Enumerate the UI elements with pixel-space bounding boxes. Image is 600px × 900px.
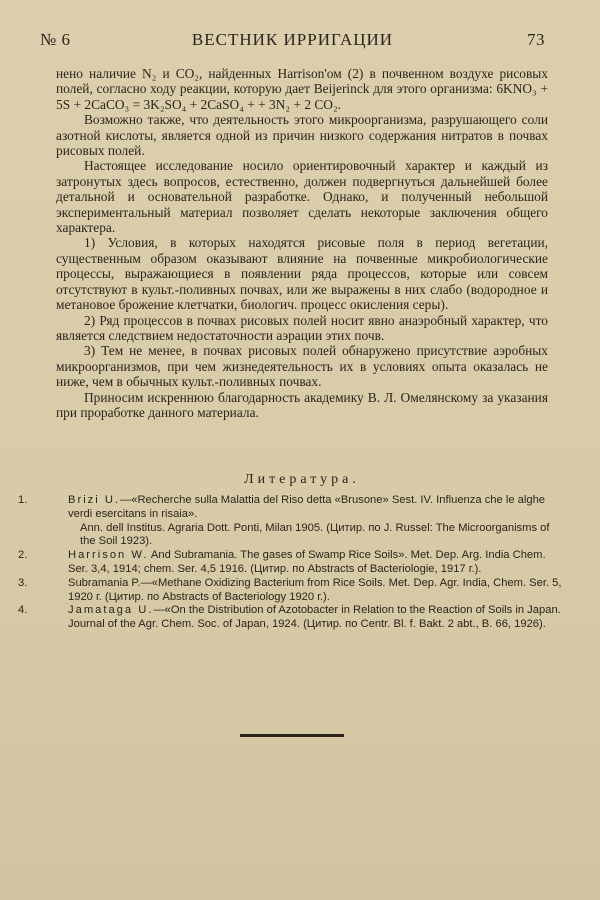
reference-number: 1. — [18, 494, 28, 506]
paragraph-reaction: нено наличие N₂ и CO₂, найденных Harrison'ом (2) в почвенном воздухе рисовых полей, согласно ходу реакции, которую дает Beijerinck для этого организма: 6KNO₃ + 5S + 2CaCO₃ = 3K₂SO₄ + 2CaSO₄ + + 3N₂ + 2 CO₂. — [56, 66, 548, 112]
reference-text: —«Methane Oxidizing Bacterium from Rice Soils. Met. Dep. Agr. India, Chem. Ser. 5, 1920 г. (Цитир. по Abstracts of Bacteriology 1920 г.). — [68, 576, 562, 603]
reference-continuation: Ann. dell Institus. Agraria Dott. Ponti, Milan 1905. (Цитир. по J. Russel: The Microorganisms of the Soil 1923). — [80, 521, 550, 548]
page-header — [40, 30, 545, 52]
conclusion-3: 3) Тем не менее, в почвах рисовых полей обнаружено присутствие аэробных микроорганизмов, при чем жизнедеятельность их в условиях опыта оказалась не ниже, чем в обычных культ.-поливных почвах. — [56, 343, 548, 390]
reference-author: Brizi U. — [68, 494, 121, 506]
reference-number: 2. — [18, 549, 28, 562]
reference-number: 3. — [18, 576, 28, 589]
paragraph-study: Настоящее исследование носило ориентировочный характер и каждый из затронутых здесь вопросов, естественно, должен подвергнуться дальнейшей более детальной и основательной разработке. Однако, и полученный небольшой экспериментальный материал позволяет сделать некоторые заключения общего характера. — [56, 158, 548, 236]
reference-text: —«Recherche sulla Malattia del Riso detta «Brusone» Sest. IV. Influenza che le alghe verdi esercitans in risaia». — [68, 494, 546, 520]
reference-author: Subramania P. — [68, 576, 141, 589]
conclusion-1: 1) Условия, в которых находятся рисовые поля в период вегетации, существенным образом оказывают влияние на почвенные микробиологические процессы, выражающиеся в появлении ряда процессов, которые или совсем отсутствуют в культ.-поливных почвах, или же выражены в них слабо (водородное и метановое брожение клетчатки, биологич. процесс окисления серы). — [56, 235, 548, 313]
reference-list — [18, 494, 563, 632]
article-body — [56, 66, 548, 420]
reference-author: Jamataga U. — [68, 604, 154, 617]
page-number: 73 — [527, 30, 545, 49]
conclusion-2: 2) Ряд процессов в почвах рисовых полей носит явно анаэробный характер, что является следствием недостаточности аэрации этих почв. — [56, 312, 548, 343]
literature-heading: Литература. — [244, 472, 360, 487]
reference-number: 4. — [18, 604, 28, 617]
reference-text: —«On the Distribution of Azotobacter in Relation to the Reaction of Soils in Japan. Journal of the Agr. Chem. Soc. of Japan, 1924. (Цитир. по Centr. Bl. f. Bakt. 2 abt., B. 66, 1926). — [68, 604, 561, 631]
issue-number: № 6 — [40, 30, 71, 49]
reference-item — [18, 604, 563, 632]
closing-rule — [240, 734, 344, 737]
reference-item — [18, 577, 563, 605]
reference-author: Harrison W. — [68, 549, 149, 562]
acknowledgement: Приносим искреннюю благодарность академику В. Л. Омелянскому за указания при проработке данного материала. — [56, 389, 548, 420]
reference-text: And Subramania. The gases of Swamp Rice Soils». Met. Dep. Arg. India Chem. Ser. 3,4, 1914; chem. Ser. 4,5 1916. (Цитир. по Abstracts of Bacteriologie, 1917 г.). — [68, 549, 546, 575]
reference-item — [18, 494, 563, 549]
paragraph-possibility: Возможно также, что деятельность этого микроорганизма, разрушающего соли азотной кислоты, является одной из причин низкого содержания нитратов в почвах рисовых полей. — [56, 112, 548, 159]
reference-item — [18, 549, 563, 577]
journal-title: ВЕСТНИК ИРРИГАЦИИ — [191, 30, 394, 49]
